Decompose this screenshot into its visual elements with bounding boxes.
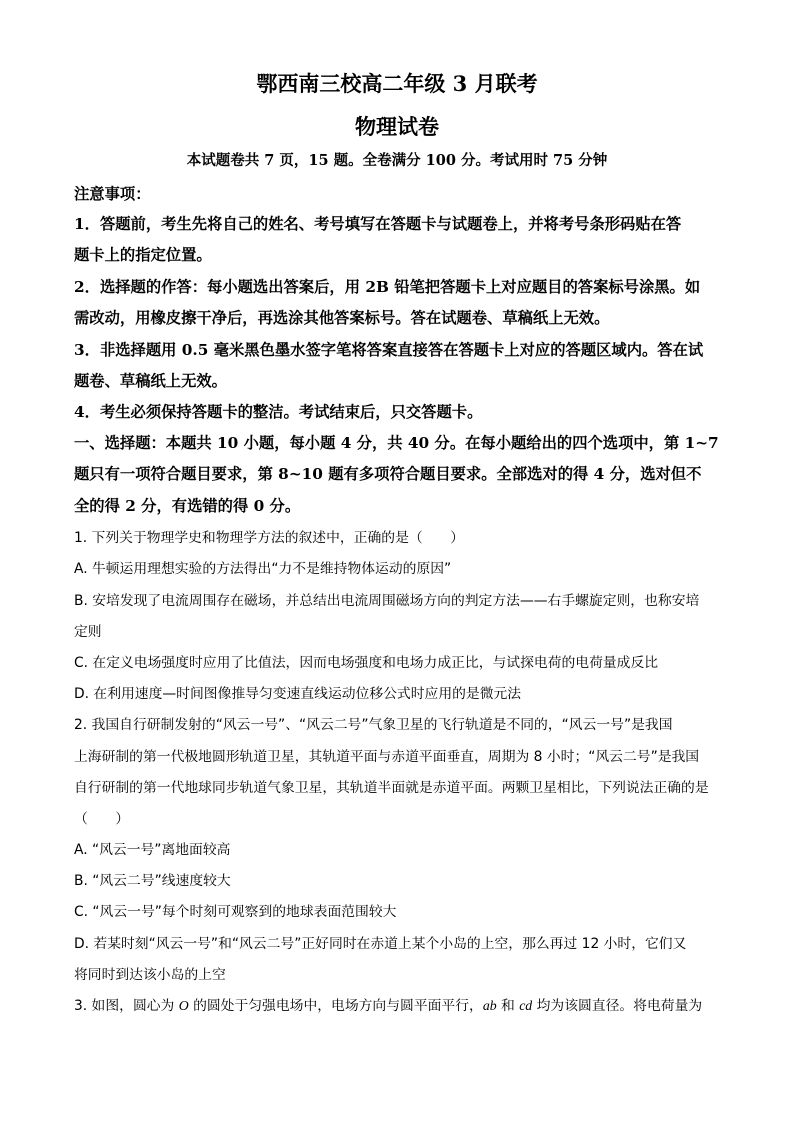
q2-stem-line-3: 自行研制的第一代地球同步轨道气象卫星，其轨道半面就是赤道平面。两颗卫星相比，下列说法正确的是: [74, 780, 709, 796]
q3-stem-pre: 3. 如图，圆心为: [74, 998, 179, 1014]
exam-meta: 本试题卷共 7 页，15 题。全卷满分 100 分。考试用时 75 分钟: [186, 152, 608, 169]
q2-option-a: A. “风云一号”离地面较高: [74, 842, 231, 858]
notice-line-5: 3．非选择题用 0.5 毫米黑色墨水签字笔将答案直接答在答题卡上对应的答题区域内。答在试: [74, 341, 704, 359]
notice-line-7: 4．考生必须保持答题卡的整洁。考试结束后，只交答题卡。: [74, 403, 483, 421]
q1-option-d: D. 在利用速度—时间图像推导匀变速直线运动位移公式时应用的是微元法: [74, 686, 522, 702]
q2-option-d-cont: 将同时到达该小岛的上空: [74, 967, 226, 983]
exam-school-title: 鄂西南三校高二年级 3 月联考: [256, 71, 538, 96]
q3-stem-mid2: 和: [496, 998, 520, 1014]
q1-option-b: B. 安培发现了电流周围存在磁场，并总结出电流周围磁场方向的判定方法——右手螺旋定则，也称安培: [74, 593, 700, 609]
q3-var-o: O: [178, 998, 189, 1013]
notice-line-3: 2．选择题的作答：每小题选出答案后，用 2B 铅笔把答题卡上对应题目的答案标号涂黑。如: [74, 278, 701, 296]
q3-stem-post: 均为该圆直径。将电荷量为: [532, 998, 703, 1014]
q2-option-d: D. 若某时刻“风云一号”和“风云二号”正好同时在赤道上某个小岛的上空，那么再过 12 小时，它们又: [74, 936, 687, 952]
notice-line-1: 1．答题前，考生先将自己的姓名、考号填写在答题卡与试题卷上，并将考号条形码贴在答: [74, 215, 682, 233]
q2-stem-line-4: （ ）: [74, 811, 130, 827]
notice-line-6: 题卷、草稿纸上无效。: [74, 372, 227, 390]
q1-option-a: A. 牛顿运用理想实验的方法得出“力不是维持物体运动的原因”: [74, 561, 452, 577]
q1-option-b-cont: 定则: [74, 624, 102, 640]
exam-subject-title: 物理试卷: [355, 114, 439, 139]
q2-stem-line-1: 2. 我国自行研制发射的“风云一号”、“风云二号”气象卫星的飞行轨道是不同的，“风云一号”是我国: [74, 717, 673, 733]
q2-option-c: C. “风云一号”每个时刻可观察到的地球表面范围较大: [74, 904, 397, 920]
section-heading-line-1: 一、选择题：本题共 10 小题，每小题 4 分，共 40 分。在每小题给出的四个选项中，第 1~7: [74, 434, 719, 452]
q3-var-cd: cd: [519, 998, 533, 1013]
q3-var-ab: ab: [482, 998, 497, 1013]
q2-stem-line-2: 上海研制的第一代极地圆形轨道卫星，其轨道平面与赤道平面垂直，周期为 8 小时；“风云二号”是我国: [74, 749, 700, 765]
q1-stem: 1. 下列关于物理学史和物理学方法的叙述中，正确的是（ ）: [74, 530, 465, 546]
notice-heading: 注意事项：: [74, 185, 151, 203]
section-heading-line-2: 题只有一项符合题目要求，第 8~10 题有多项符合题目要求。全部选对的得 4 分，选对但不: [74, 465, 702, 483]
notice-line-4: 需改动，用橡皮擦干净后，再选涂其他答案标号。答在试题卷、草稿纸上无效。: [74, 309, 610, 327]
q3-stem-mid1: 的圆处于匀强电场中，电场方向与圆平面平行，: [188, 998, 483, 1014]
q1-option-c: C. 在定义电场强度时应用了比值法，因而电场强度和电场力成正比，与试探电荷的电荷量成反比: [74, 655, 659, 671]
section-heading-line-3: 全的得 2 分，有选错的得 0 分。: [74, 497, 301, 515]
q2-option-b: B. “风云二号”线速度较大: [74, 873, 231, 889]
q3-stem: [74, 994, 724, 1014]
notice-line-2: 题卡上的指定位置。: [74, 246, 212, 264]
